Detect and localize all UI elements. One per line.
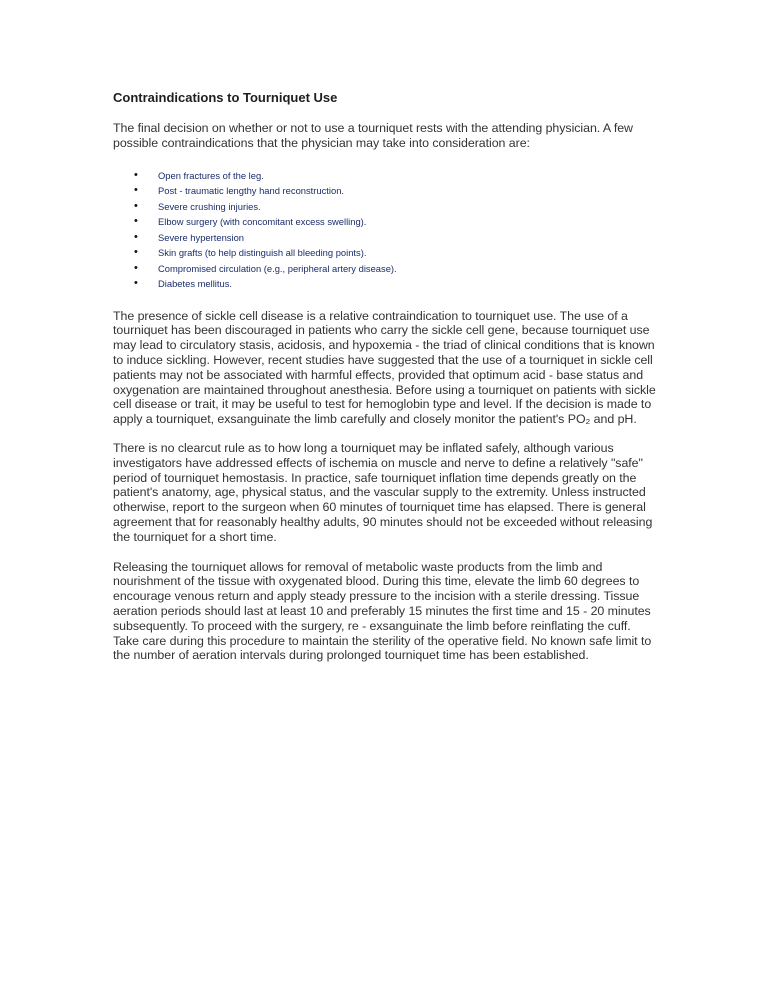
inflation-time-paragraph: There is no clearcut rule as to how long a tourniquet may be inflated safely, although various investigators have addressed effects of ischemia on muscle and nerve to define a relatively "safe" period of tourniquet hemostasis. In practice, safe tourniquet inflation time depends greatly on the patient's anatomy, age, physical status, and the vascular supply to the extremity. Unless instructed otherwise, report to the surgeon when 60 minutes of tourniquet time has elapsed. There is general agreement that for reasonably healthy adults, 90 minutes should not be exceeded without releasing the tourniquet for a short time. xyxy=(113,440,653,544)
list-item xyxy=(113,230,658,246)
list-item xyxy=(113,276,658,292)
contraindications-list xyxy=(113,168,658,292)
bullet-icon: • xyxy=(134,215,138,228)
list-item-text: Elbow surgery (with concomitant excess swelling). xyxy=(158,216,367,228)
list-item xyxy=(113,199,658,215)
bullet-icon: • xyxy=(134,168,138,181)
list-item xyxy=(113,183,658,199)
list-item xyxy=(113,168,658,184)
list-item xyxy=(113,245,658,261)
document-page xyxy=(113,90,658,663)
release-tourniquet-paragraph: Releasing the tourniquet allows for removal of metabolic waste products from the limb and nourishment of the tissue with oxygenated blood. During this time, elevate the limb 60 degrees to encourage venous return and apply steady pressure to the incision with a sterile dressing. Tissue aeration periods should last at least 10 and preferably 15 minutes the first time and 15 - 20 minutes subsequently. To proceed with the surgery, re - exsanguinate the limb before reinflating the cuff. Take care during this procedure to maintain the sterility of the operative field. No known safe limit to the number of aeration intervals during prolonged tourniquet time has been established. xyxy=(113,559,652,663)
bullet-icon: • xyxy=(134,184,138,197)
intro-paragraph: The final decision on whether or not to use a tourniquet rests with the attending physician. A few possible contraindications that the physician may take into consideration are: xyxy=(113,121,633,150)
list-item xyxy=(113,261,658,277)
bullet-icon: • xyxy=(134,230,138,243)
bullet-icon: • xyxy=(134,277,138,290)
list-item-text: Severe hypertension xyxy=(158,231,244,243)
bullet-icon: • xyxy=(134,261,138,274)
bullet-icon: • xyxy=(134,246,138,259)
list-item-text: Compromised circulation (e.g., peripheral artery disease). xyxy=(158,262,397,274)
list-item-text: Open fractures of the leg. xyxy=(158,169,264,181)
list-item-text: Skin grafts (to help distinguish all bleeding points). xyxy=(158,247,367,259)
list-item xyxy=(113,214,658,230)
list-item-text: Diabetes mellitus. xyxy=(158,278,232,290)
list-item-text: Severe crushing injuries. xyxy=(158,200,261,212)
list-item-text: Post - traumatic lengthy hand reconstruction. xyxy=(158,185,345,197)
page-title: Contraindications to Tourniquet Use xyxy=(113,90,338,105)
bullet-icon: • xyxy=(134,199,138,212)
sickle-cell-paragraph: The presence of sickle cell disease is a relative contraindication to tourniquet use. The use of a tourniquet has been discouraged in patients who carry the sickle cell gene, because tourniquet use may lead to circulatory stasis, acidosis, and hypoxemia - the triad of clinical conditions that is known to induce sickling. However, recent studies have suggested that the use of a tourniquet in sickle cell patients may not be associated with harmful effects, provided that optimum acid - base status and oxygenation are maintained throughout anesthesia. Before using a tourniquet on patients with sickle cell disease or trait, it may be useful to test for hemoglobin type and level. If the decision is made to apply a tourniquet, exsanguinate the limb carefully and closely monitor the patient's PO₂ and pH. xyxy=(113,308,656,427)
